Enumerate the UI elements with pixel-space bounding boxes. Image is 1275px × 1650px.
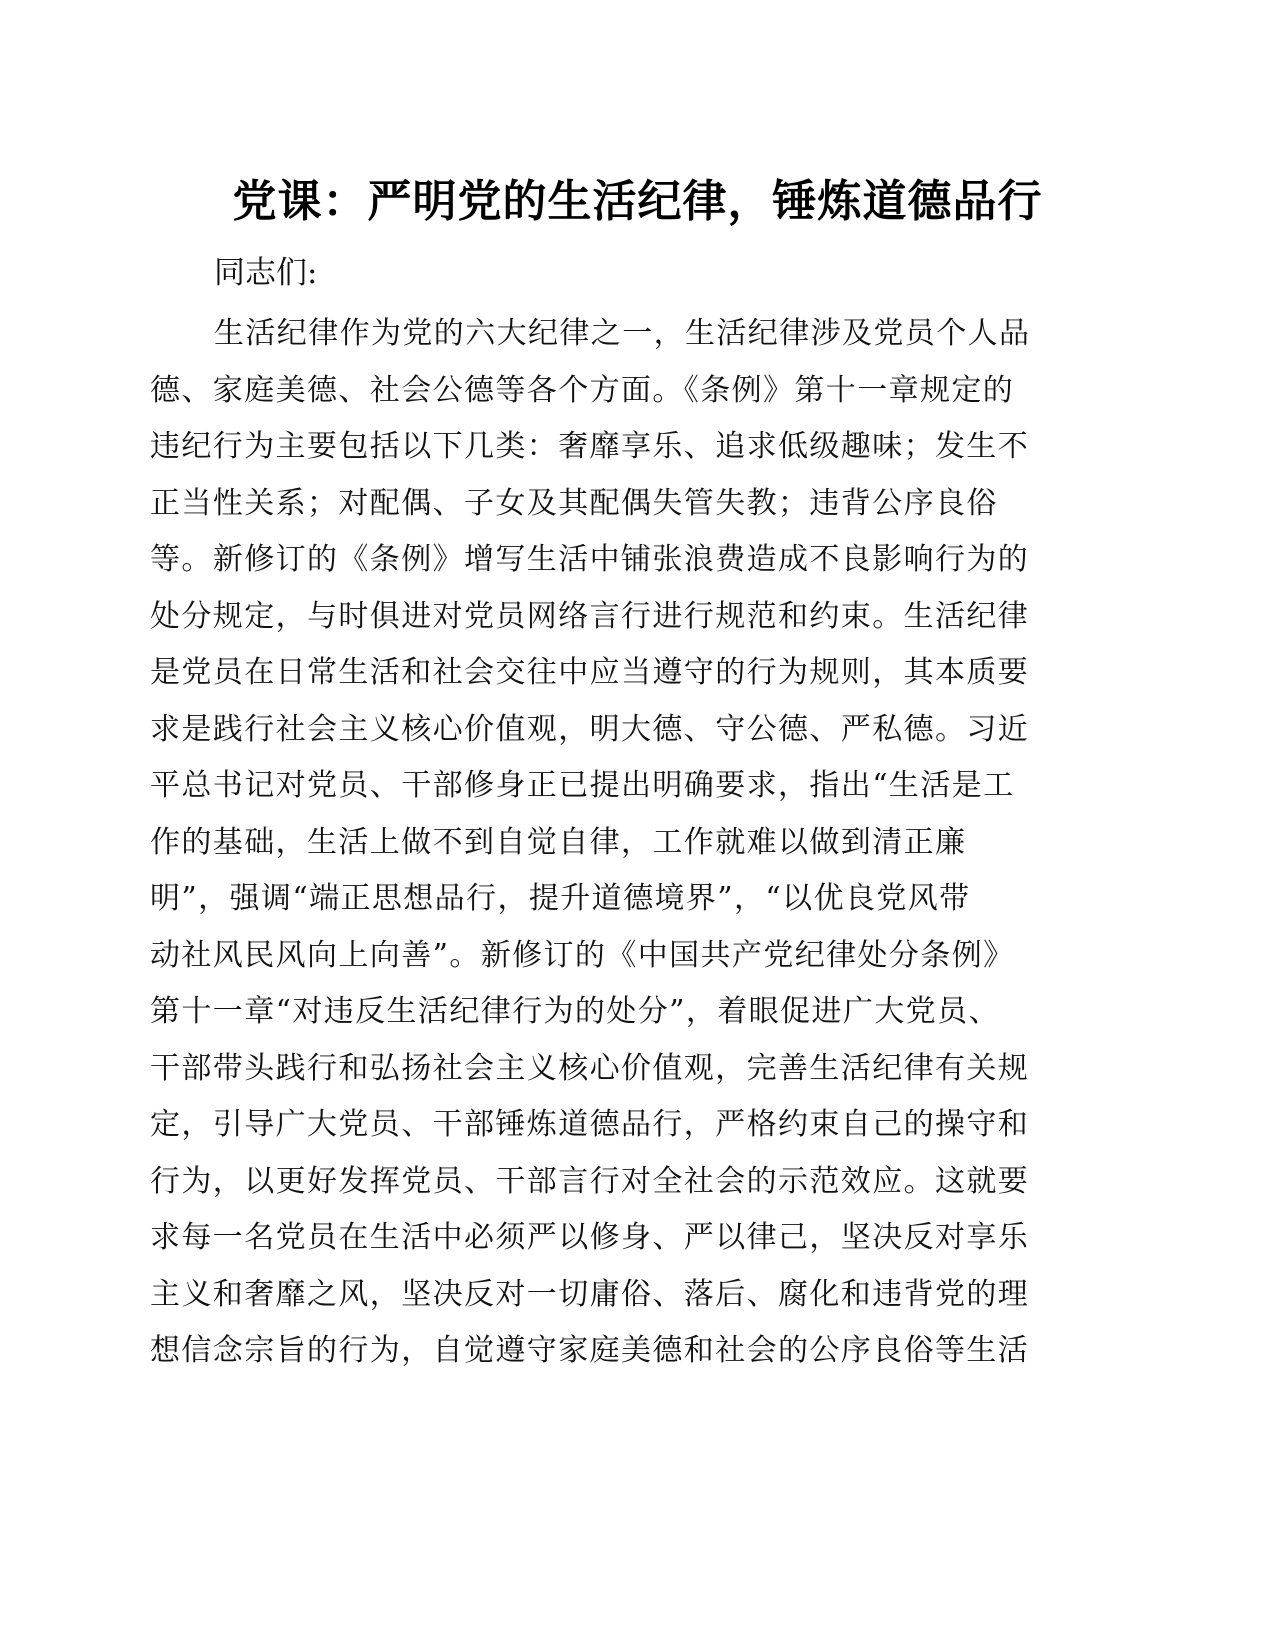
paragraph-line: 求每一名党员在生活中必须严以修身、严以律己，坚决反对享乐: [150, 1220, 1030, 1255]
paragraph-line: 等。新修订的《条例》增写生活中铺张浪费造成不良影响行为的: [150, 542, 1030, 577]
paragraph-line: 定，引导广大党员、干部锤炼道德品行，严格约束自己的操守和: [150, 1107, 1030, 1142]
paragraph-line: 正当性关系；对配偶、子女及其配偶失管失教；违背公序良俗: [150, 485, 998, 521]
paragraph-line: 干部带头践行和弘扬社会主义核心价值观，完善生活纪律有关规: [150, 1050, 1030, 1086]
paragraph-line: 是党员在日常生活和社会交往中应当遵守的行为规则，其本质要: [150, 655, 1030, 690]
paragraph-line: 第十一章“对违反生活纪律行为的处分”，着眼促进广大党员、: [150, 994, 1000, 1029]
paragraph-line: 动社风民风向上向善”。新修订的《中国共产党纪律处分条例》: [150, 937, 1015, 973]
paragraph-line: 德、家庭美德、社会公德等各个方面。《条例》第十一章规定的: [150, 372, 1015, 408]
paragraph-line: 平总书记对党员、干部修身正已提出明确要求，指出“生活是工: [150, 768, 1015, 803]
paragraph-line: 主义和奢靡之风，坚决反对一切庸俗、落后、腐化和违背党的理: [150, 1276, 1030, 1312]
paragraph-line: 求是践行社会主义核心价值观，明大德、守公德、严私德。习近: [150, 711, 1030, 747]
paragraph-line: 想信念宗旨的行为，自觉遵守家庭美德和社会的公序良俗等生活: [150, 1333, 1030, 1368]
document-body: [150, 240, 1087, 1380]
paragraph-line: 明”，强调“端正思想品行，提升道德境界”，“以优良党风带: [150, 881, 971, 916]
document-title: 党课：严明党的生活纪律，锤炼道德品行: [232, 176, 1043, 227]
paragraph-line: 处分规定，与时俱进对党员网络言行进行规范和约束。生活纪律: [150, 598, 1030, 634]
paragraph-line: 行为，以更好发挥党员、干部言行对全社会的示范效应。这就要: [150, 1163, 1030, 1199]
body-paragraph: [150, 306, 1087, 1380]
salutation: 同志们:: [214, 255, 318, 291]
paragraph-line: 生活纪律作为党的六大纪律之一，生活纪律涉及党员个人品: [214, 316, 1031, 351]
paragraph-line: 违纪行为主要包括以下几类：奢靡享乐、追求低级趣味；发生不: [150, 429, 1030, 464]
paragraph-line: 作的基础，生活上做不到自觉自律，工作就难以做到清正廉: [150, 824, 967, 860]
